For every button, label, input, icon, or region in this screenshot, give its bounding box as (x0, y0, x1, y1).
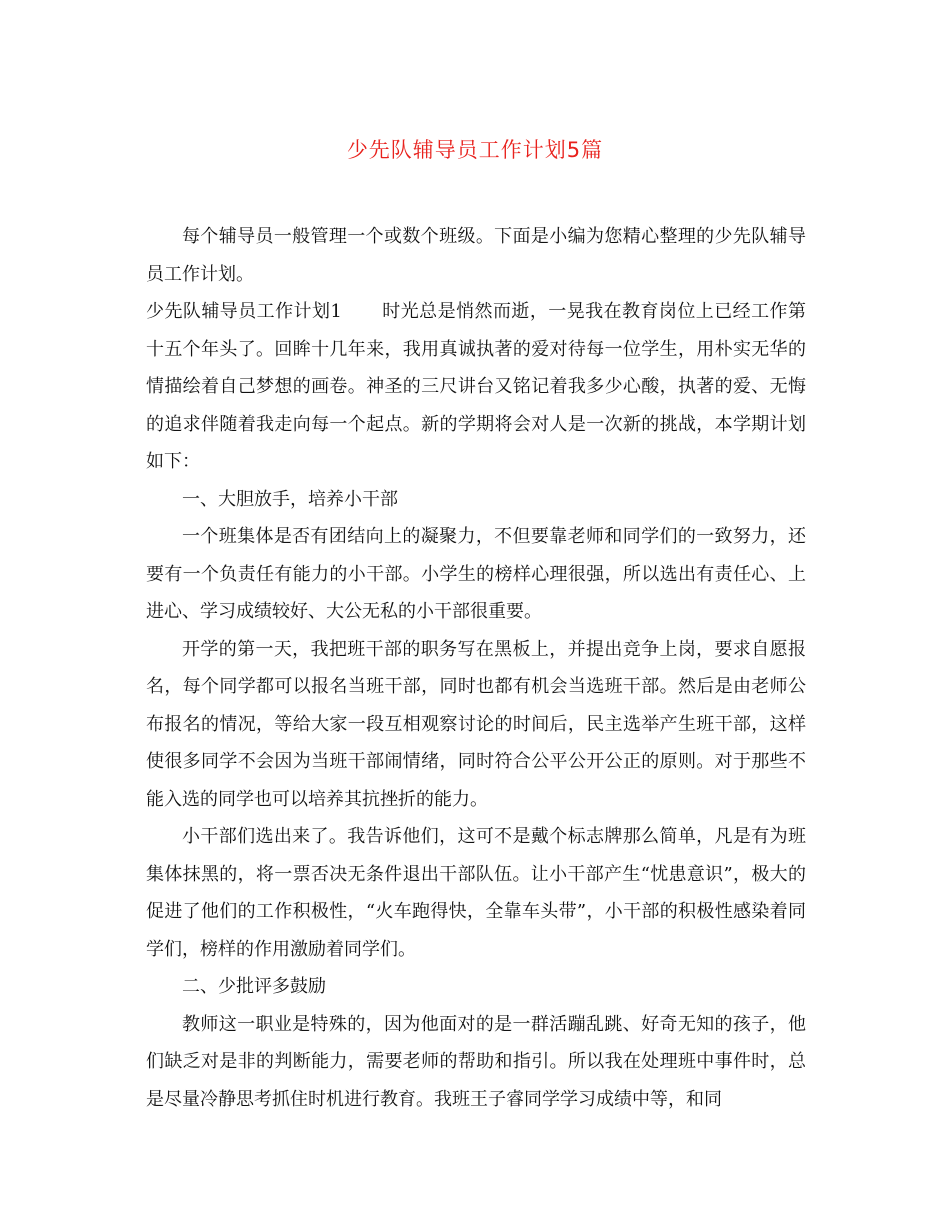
paragraph-1: 一个班集体是否有团结向上的凝聚力，不但要靠老师和同学们的一致努力，还要有一个负责任有能力的小干部。小学生的榜样心理很强，所以选出有责任心、上进心、学习成绩较好、大公无私的小干部很重要。 (146, 526, 806, 622)
paragraph-2: 开学的第一天，我把班干部的职务写在黑板上，并提出竞争上岗，要求自愿报名，每个同学都可以报名当班干部，同时也都有机会当选班干部。然后是由老师公布报名的情况，等给大家一段互相观察讨论的时间后，民主选举产生班干部，这样使很多同学不会因为当班干部闹情绪，同时符合公平公开公正的原则。对于那些不能入选的同学也可以培养其抗挫折的能力。 (146, 638, 806, 810)
document-body (146, 218, 806, 1118)
section-heading-2: 二、少批评多鼓励 (182, 976, 326, 997)
paragraph-3: 小干部们选出来了。我告诉他们，这可不是戴个标志牌那么简单，凡是有为班集体抹黑的，将一票否决无条件退出干部队伍。让小干部产生“忧患意识”，极大的促进了他们的工作积极性，“火车跑得快，全靠车头带”，小干部的积极性感染着同学们，榜样的作用激励着同学们。 (146, 826, 806, 960)
paragraph-4: 教师这一职业是特殊的，因为他面对的是一群活蹦乱跳、好奇无知的孩子，他们缺乏对是非的判断能力，需要老师的帮助和指引。所以我在处理班中事件时，总是尽量冷静思考抓住时机进行教育。我班王子睿同学学习成绩中等，和同 (146, 1013, 806, 1110)
document-title: 少先队辅导员工作计划5篇 (346, 138, 604, 162)
section-heading-1: 一、大胆放手，培养小干部 (182, 488, 398, 510)
plan1-opening: 时光总是悄然而逝，一晃我在教育岗位上已经工作第十五个年头了。回眸十几年来，我用真诚执著的爱对待每一位学生，用朴实无华的情描绘着自己梦想的画卷。神圣的三尺讲台又铭记着我多少心酸，执著的爱、无悔的追求伴随着我走向每一个起点。新的学期将会对人是一次新的挑战，本学期计划如下： (146, 301, 806, 472)
intro-paragraph: 每个辅导员一般管理一个或数个班级。下面是小编为您精心整理的少先队辅导员工作计划。 (146, 226, 806, 285)
plan1-label: 少先队辅导员工作计划1 (146, 301, 342, 322)
plan1-paragraph (146, 293, 806, 481)
